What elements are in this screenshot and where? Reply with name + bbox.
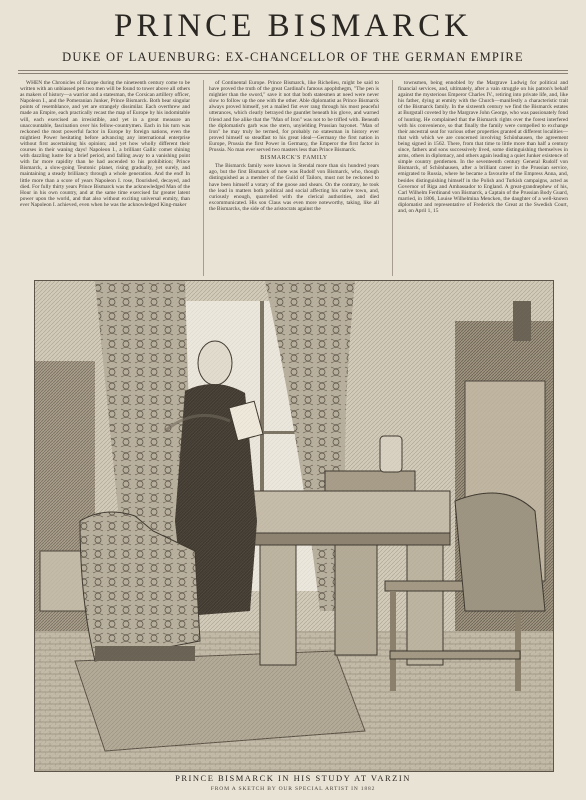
engraving-illustration-icon [35, 281, 553, 771]
column-divider [203, 80, 204, 276]
illustration-caption: PRINCE BISMARCK IN HIS STUDY AT VARZIN [175, 773, 411, 783]
article-paragraph: The Bismarck family were known in Stendal more than six hundred years ago, but the first Bismarck of note was Rudolf von Bismarck, who, though distinguished as a member of the Guild of Tailors, must not be reckoned to have been himself a votary of the goose and shears. On the contrary, he took the lead in matters both political and social affecting his native town, and, curiously enough, quarrelled with the clerical authorities, and died excommunicated. His son Claus was even more noteworthy, taking, like all the Bismarcks, the side of the aristocrats against the [209, 163, 379, 212]
header-rule-second [18, 73, 568, 74]
engraving-illustration [34, 280, 554, 772]
article-paragraph: WHEN the Chronicles of Europe during the nineteenth century come to be written with an unbiassed pen two men will be found to tower above all others as makers of history—a warrior and a statesman, the Corsican artillery officer, Napoleon I., and the Pomeranian Junker, Prince Bismarck. Both bear singular points of resemblance, and yet are strangely dissimilar. Each overthrew and made an Empire, each practically recast the map of Europe by his indomitable will, each exercised an irresistible, and yet in a great measure an unaccountable, fascination over his fellow-countrymen. Each in his turn was reckoned the most powerful factor in Europe by foreign nations, even the mightiest Power hesitating before advancing any international enterprise without first ascertaining his opinion; and yet how wholly different their courses in their waning days! Napoleon I., a brilliant Gallic comet shining with dazzling lustre for a brief period, and falling away to a vanishing point with far more rapidity than he had ascended to his prohibition; Prince Bismarck, a slow-going Teutonic planet, rising gradually, yet surely, and maintaining a steady brilliancy through a whole generation. And the end! In little more than a score of years Napoleon I. rose, flourished, decayed, and died. For fully thirty years Prince Bismarck was the acknowledged Man of the Hour in his own country, and at the same time exercised far greater latent power upon the world, and that also without exciting universal enmity, than ever Napoleon I. achieved, even when he was the acknowledged King-maker [20, 80, 190, 208]
illustration-credit: FROM A SKETCH BY OUR SPECIAL ARTIST IN 1882 [210, 786, 376, 792]
header-rule [18, 70, 568, 71]
page-subtitle: DUKE OF LAUENBURG: EX-CHANCELLOR OF THE GERMAN EMPIRE [62, 50, 524, 64]
article-column-3 [398, 80, 568, 276]
column-divider [392, 80, 393, 276]
article-columns [20, 80, 568, 276]
article-column-2 [209, 80, 379, 276]
article-paragraph: townsmen, being ennobled by the Margrave Ludwig for political and financial services, and, ultimately, after a vain struggle on his patron's behalf against the mysterious Emperor Charles IV., retiring into private life, and, like his father, dying at enmity with the Church—manifestly a characteristic trait of the Bismarck family. In the sixteenth century we find the Bismarck estates at Burgstall coveted by the Margrave John George, who was passionately fond of hunting. He complained that the Bismarck rights over the forest interfered with his convenience, so that finally the family were compelled to exchange their ancestral seat for various other properties granted at different localities—that with which we are concerned involving Schönhausen, the agreement being signed in 1562. There, from that time to little more than half a century since, fathers and sons successively lived, some distinguishing themselves in arms, others in diplomacy, and others again leading a quiet Junker existence of simple country gentlemen. In the seventeenth century General Rudolf von Bismarck, of Schönhausen, after a brilliant career in the Prussian service, emigrated to Russia, where he became a favourite of the Empress Anna, and, besides distinguishing himself in the Polish and Turkish campaigns, acted as Governor of Riga and Ambassador to England. A great-grandnephew of his, Carl Wilhelm Ferdinand von Bismarck, a Captain of the Prussian Body Guard, married, in 1806, Louise Wilhelmina Mencken, the daughter of a well-known diplomatist and representative of Frederick the Great at the Swedish Court, and, on April 1, 15 [398, 80, 568, 214]
page-title: PRINCE BISMARCK [114, 8, 472, 44]
section-heading: BISMARCK'S FAMILY [260, 155, 328, 162]
article-column-1 [20, 80, 190, 276]
article-paragraph: of Continental Europe. Prince Bismarck, like Richelieu, might be said to have proved the truth of the great Cardinal's famous apophthegm, "The pen is mightier than the sword," save it not that both statesmen at need were never slow to follow up the one with the other. Able diplomatist as Prince Bismarck always proved himself, yet a mailed fist ever rang through his most peaceful utterances, which clearly betrayed the gauntlet beneath his glove, and warned friend and foe alike that the "Man of Iron" was not to be trifled with. Beneath the diplomatist's garb was the stern, unyielding Prussian bayonet. "Man of Iron" he may truly be termed, for probably no statesman in history ever proved himself so steadfast to his great ideal—Germany the first nation in Europe, Prussia the first Power in Germany, the Emperor the first factor in Prussia. No man ever served two masters less than Prince Bismarck. [209, 80, 379, 154]
